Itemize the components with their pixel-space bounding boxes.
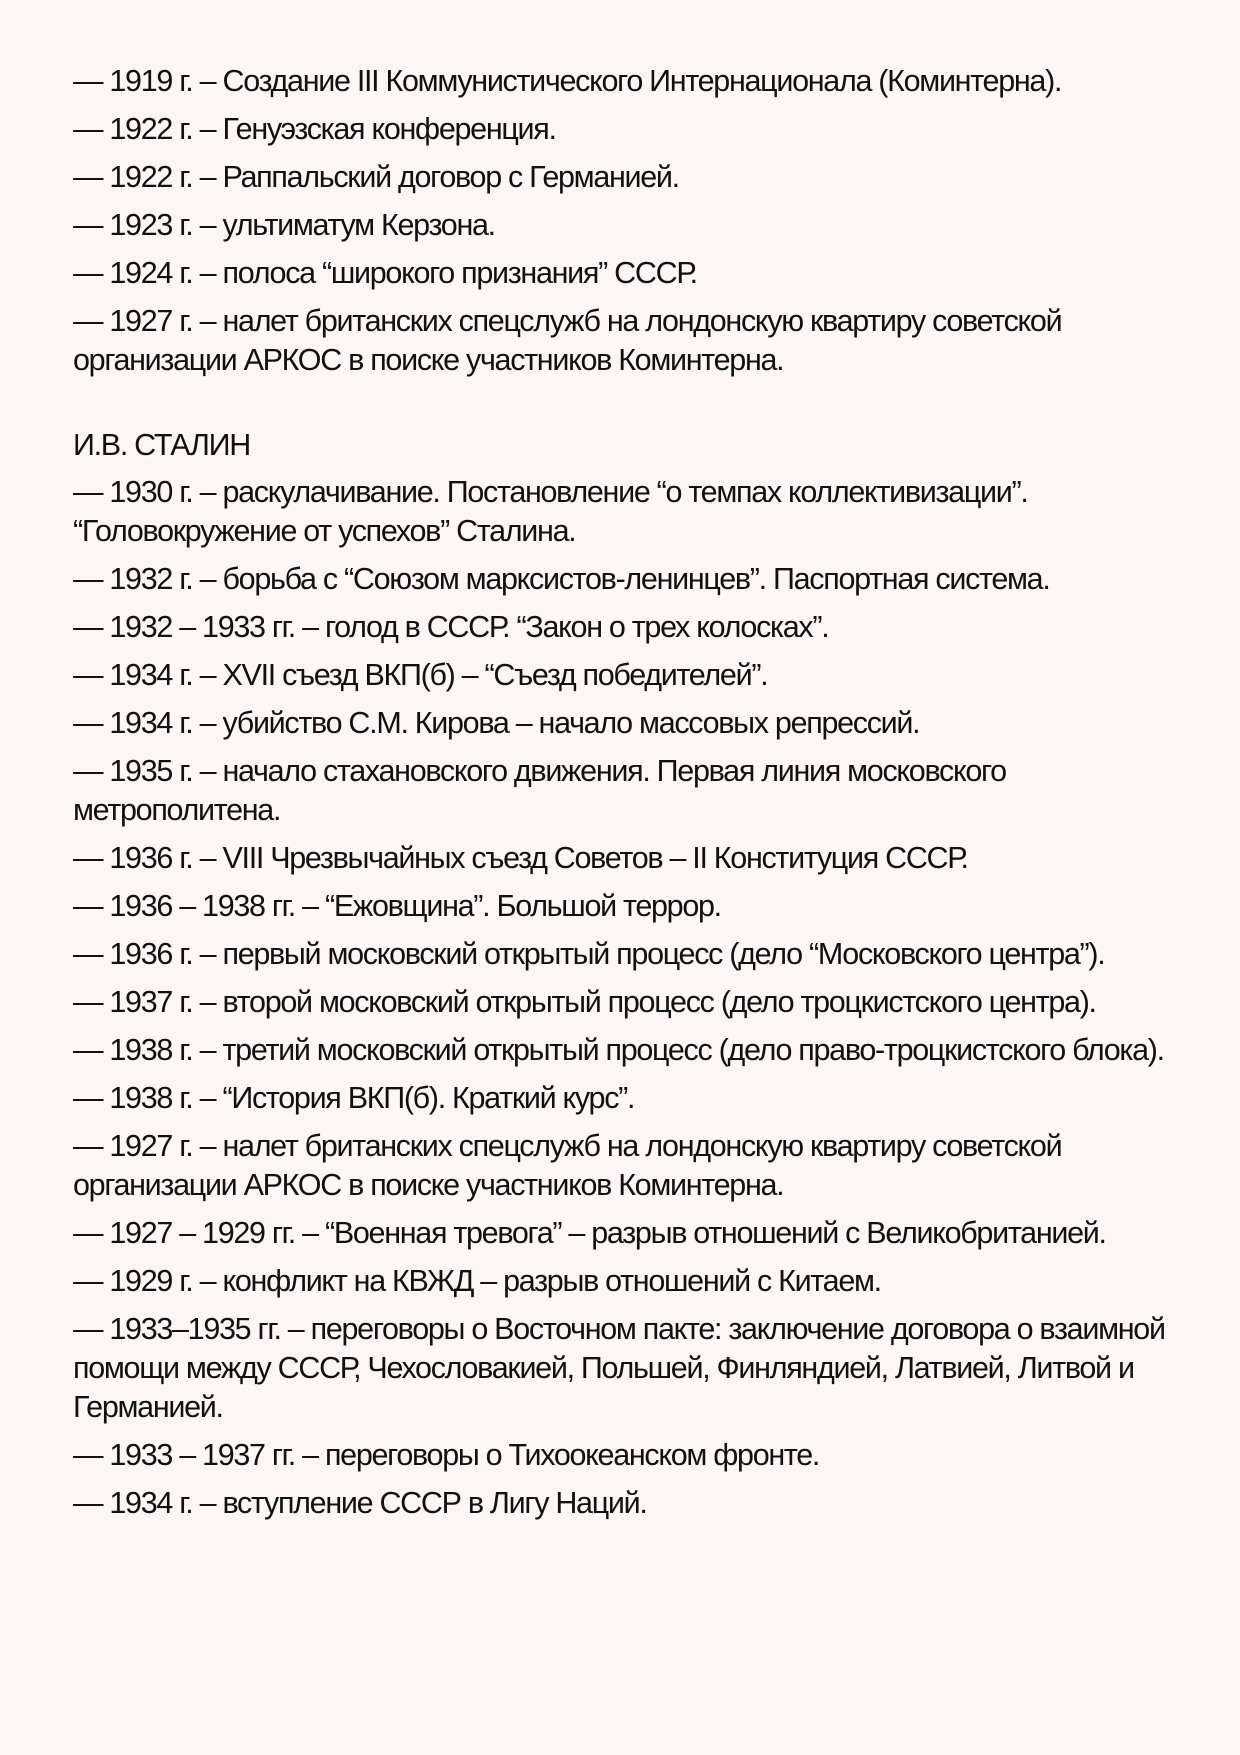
timeline-item: — 1936 – 1938 гг. – “Ежовщина”. Большой террор. — [73, 889, 721, 923]
timeline-item: — 1930 г. – раскулачивание. Постановление “о темпах коллективизации”. “Головокружение от успехов” Сталина. — [73, 475, 1028, 548]
timeline-item: — 1922 г. – Раппальский договор с Германией. — [73, 160, 679, 194]
timeline-item: — 1936 г. – первый московский открытый процесс (дело “Московского центра”). — [73, 937, 1105, 971]
timeline-section-stalin — [73, 426, 1183, 1523]
timeline-item: — 1927 г. – налет британских спецслужб на лондонскую квартиру советской организации АРКОС в поиске участников Коминтерна. — [73, 1129, 1062, 1202]
timeline-item: — 1933–1935 гг. – переговоры о Восточном пакте: заключение договора о взаимной помощи между СССР, Чехословакией, Польшей, Финляндией, Латвией, Литвой и Германией. — [73, 1312, 1165, 1424]
timeline-item: — 1937 г. – второй московский открытый процесс (дело троцкистского центра). — [73, 985, 1096, 1019]
timeline-item: — 1929 г. – конфликт на КВЖД – разрыв отношений с Китаем. — [73, 1264, 881, 1298]
timeline-item: — 1927 – 1929 гг. – “Военная тревога” – разрыв отношений с Великобританией. — [73, 1216, 1106, 1250]
timeline-item: — 1934 г. – вступление СССР в Лигу Наций. — [73, 1486, 647, 1520]
timeline-section-1 — [73, 62, 1183, 380]
timeline-item: — 1927 г. – налет британских спецслужб на лондонскую квартиру советской организации АРКОС в поиске участников Коминтерна. — [73, 304, 1062, 377]
timeline-item: — 1932 г. – борьба с “Союзом марксистов-ленинцев”. Паспортная система. — [73, 562, 1050, 596]
timeline-item: — 1934 г. – XVII съезд ВКП(б) – “Съезд победителей”. — [73, 658, 768, 692]
timeline-item: — 1923 г. – ультиматум Керзона. — [73, 208, 495, 242]
timeline-item: — 1935 г. – начало стахановского движения. Первая линия московского метрополитена. — [73, 754, 1006, 827]
section-heading: И.В. СТАЛИН — [73, 428, 250, 462]
timeline-item: — 1936 г. – VIII Чрезвычайных съезд Советов – II Конституция СССР. — [73, 841, 968, 875]
timeline-item: — 1922 г. – Генуэзская конференция. — [73, 112, 556, 146]
timeline-item: — 1933 – 1937 гг. – переговоры о Тихоокеанском фронте. — [73, 1438, 820, 1472]
timeline-item: — 1938 г. – третий московский открытый процесс (дело право-троцкистского блока). — [73, 1033, 1164, 1067]
timeline-item: — 1919 г. – Создание III Коммунистического Интернационала (Коминтерна). — [73, 64, 1062, 98]
timeline-item: — 1924 г. – полоса “широкого признания” СССР. — [73, 256, 697, 290]
timeline-item: — 1938 г. – “История ВКП(б). Краткий курс”. — [73, 1081, 635, 1115]
timeline-item: — 1934 г. – убийство С.М. Кирова – начало массовых репрессий. — [73, 706, 920, 740]
document-page — [73, 62, 1183, 1532]
timeline-item: — 1932 – 1933 гг. – голод в СССР. “Закон о трех колосках”. — [73, 610, 829, 644]
